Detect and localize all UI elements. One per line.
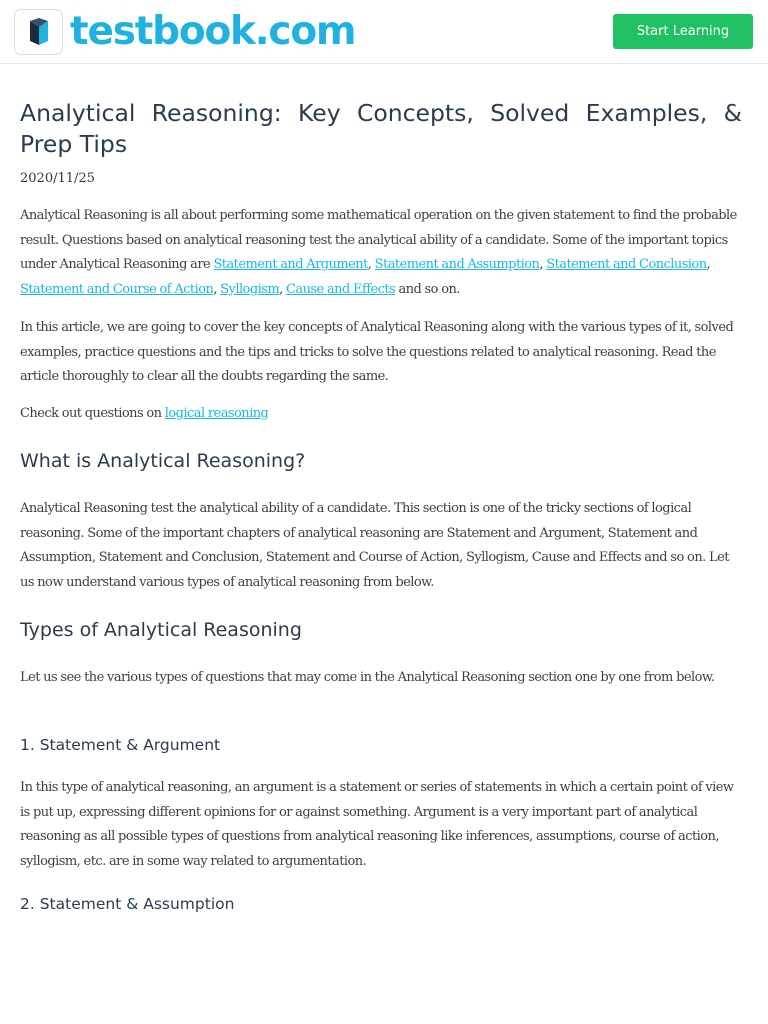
link-statement-conclusion[interactable]: Statement and Conclusion	[546, 257, 707, 273]
check-out-paragraph: Check out questions on logical reasoning	[20, 406, 269, 421]
subheading-statement-assumption: 2. Statement & Assumption	[20, 895, 235, 913]
intro-paragraph: Analytical Reasoning is all about performing some mathematical operation on the given statement to find the probable result. Questions based on analytical reasoning test the analytical ability of a candidate. Some of the important topics under Analytical Reasoning are Statement and Argument, Statement and Assumption, Statement and Conclusion, Statement and Course of Action, Syllogism, Cause and Effects and so on.	[20, 208, 737, 298]
testbook-logo-icon	[14, 9, 63, 55]
what-paragraph: Analytical Reasoning test the analytical ability of a candidate. This section is one of the tricky sections of logical reasoning. Some of the important chapters of analytical reasoning are Statement and Argument, Statement and Assumption, Statement and Conclusion, Statement and Course of Action, Syllogism, Cause and Effects and so on. Let us now understand various types of analytical reasoning from below.	[20, 501, 729, 591]
link-syllogism[interactable]: Syllogism	[220, 282, 280, 298]
logo-wordmark: testbook.com	[70, 9, 356, 54]
link-statement-assumption[interactable]: Statement and Assumption	[374, 257, 540, 273]
site-logo[interactable]	[14, 9, 355, 55]
site-header	[0, 0, 768, 64]
statement-argument-paragraph: In this type of analytical reasoning, an argument is a statement or series of statements in which a certain point of view is put up, expressing different opinions for or against something. Argument is a very important part of analytical reasoning as all possible types of questions from analytical reasoning like inferences, assumptions, course of action, syllogism, etc. are in some way related to argumentation.	[20, 780, 734, 870]
link-statement-course-of-action[interactable]: Statement and Course of Action	[20, 282, 214, 298]
start-learning-button[interactable]: Start Learning	[613, 14, 753, 49]
section-heading-what: What is Analytical Reasoning?	[20, 450, 306, 472]
types-paragraph: Let us see the various types of questions that may come in the Analytical Reasoning section one by one from below.	[20, 670, 715, 685]
section-heading-types: Types of Analytical Reasoning	[20, 619, 302, 641]
link-statement-argument[interactable]: Statement and Argument	[213, 257, 368, 273]
link-logical-reasoning[interactable]: logical reasoning	[164, 406, 269, 421]
link-cause-effects[interactable]: Cause and Effects	[285, 282, 396, 298]
article-title: Analytical Reasoning: Key Concepts, Solved Examples, & Prep Tips	[20, 99, 742, 158]
article-date: 2020/11/25	[20, 171, 95, 186]
subheading-statement-argument: 1. Statement & Argument	[20, 736, 221, 754]
article	[20, 98, 742, 913]
overview-paragraph: In this article, we are going to cover the key concepts of Analytical Reasoning along with the various types of it, solved examples, practice questions and the tips and tricks to solve the questions related to analytical reasoning. Read the article thoroughly to clear all the doubts regarding the same.	[20, 320, 734, 385]
